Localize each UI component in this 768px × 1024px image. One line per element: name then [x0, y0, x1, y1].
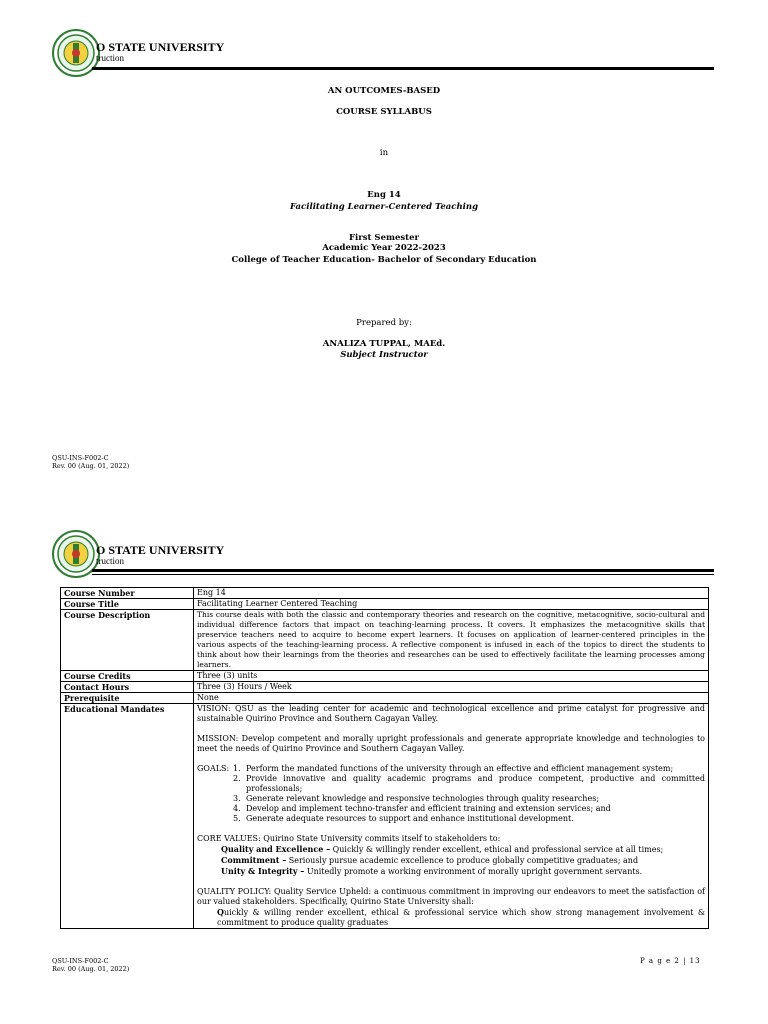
- goal-item: 4. Develop and implement techno-transfer and efficient training and extension services; and: [233, 804, 611, 813]
- instructor-role: Subject Instructor: [340, 350, 428, 360]
- form-code: QSU-INS-F002-C Rev. 00 (Aug. 01, 2022): [52, 957, 130, 973]
- cover-in: in: [379, 148, 389, 158]
- mission-text: MISSION: Develop competent and morally upright professionals and generate appropriate knowledge and technologies to meet the needs of Quirino Province and Southern Cagayan Valley.: [197, 734, 705, 753]
- header-rule-thin: [92, 574, 714, 575]
- row-value: Three (3) Hours / Week: [194, 682, 709, 693]
- core-value-item: Quality and Excellence – Quickly & willingly render excellent, ethical and professional service at all times;: [221, 844, 664, 854]
- university-name: O STATE UNIVERSITY: [96, 543, 225, 557]
- core-value-item: Unity & Integrity – Unitedly promote a working environment of morally upright government servants.: [221, 866, 643, 876]
- cover-line1: AN OUTCOMES-BASED: [327, 86, 441, 96]
- row-label: Course Credits: [61, 671, 194, 682]
- row-value: Three (3) units: [194, 671, 709, 682]
- cover-line2: COURSE SYLLABUS: [336, 107, 432, 117]
- quality-policy-item: Quickly & willing render excellent, ethical & professional service which show strong management involvement & commitment to produce quality graduates: [217, 907, 705, 927]
- goal-item: GOALS: 1. Perform the mandated functions of the university through an effective and efficient management system;: [197, 764, 674, 773]
- university-subtitle: truction: [96, 53, 124, 63]
- header-rule: [92, 569, 714, 572]
- table-row: [61, 671, 709, 682]
- table-row: [61, 693, 709, 704]
- table-row: [61, 682, 709, 693]
- row-value: Eng 14: [194, 588, 709, 599]
- header-rule: [92, 67, 714, 70]
- form-code: QSU-INS-F002-C Rev. 00 (Aug. 01, 2022): [52, 454, 130, 470]
- course-description: This course deals with both the classic and contemporary theories and research on the cognitive, metacognitive, socio-cultural and individual difference factors that impact on teaching-learning process. It covers. It emphasizes the metacognitive skills that preservice teachers need to acquire to become expert learners. It focuses on application of learner-centered principles in the various aspects of the teaching-learning process. A reflective component is infused in each of the topics to direct the students to think about how their learnings from the theories and researches can be used to effectively facilitate the learning processes among learners.: [194, 610, 709, 671]
- table-row: [61, 610, 709, 671]
- goal-item: 3. Generate relevant knowledge and responsive technologies through quality researches;: [233, 794, 599, 803]
- table-row: [61, 588, 709, 599]
- semester: First Semester: [349, 233, 419, 243]
- row-label: Prerequisite: [61, 693, 194, 704]
- row-label: Course Number: [61, 588, 194, 599]
- goal-item: 2. Provide innovative and quality academic programs and produce competent, productive and committed professionals;: [233, 774, 705, 793]
- instructor-name: ANALIZA TUPPAL, MAEd.: [322, 339, 446, 349]
- table-row: [61, 599, 709, 610]
- vision-text: VISION: QSU as the leading center for academic and technological excellence and prime catalyst for progressive and sustainable Quirino Province and Southern Cagayan Valley.: [197, 704, 705, 723]
- row-label: Course Description: [61, 610, 194, 671]
- educational-mandates: [194, 704, 709, 929]
- row-label: Course Title: [61, 599, 194, 610]
- row-label: Contact Hours: [61, 682, 194, 693]
- academic-year: Academic Year 2022-2023: [322, 243, 446, 253]
- quality-policy: QUALITY POLICY: Quality Service Upheld: a continuous commitment in improving our endeavors to meet the satisfaction of our valued stakeholders. Specifically, Quirino State University shall:: [197, 887, 705, 906]
- goal-item: 5. Generate adequate resources to support and enhance institutional development.: [233, 814, 574, 823]
- university-subtitle: truction: [96, 556, 124, 566]
- course-title: Facilitating Learner-Centered Teaching: [289, 202, 479, 212]
- row-value: Facilitating Learner Centered Teaching: [194, 599, 709, 610]
- university-name: O STATE UNIVERSITY: [96, 40, 225, 54]
- table-row: [61, 704, 709, 929]
- core-values-intro: CORE VALUES: Quirino State University commits itself to stakeholders to:: [197, 834, 501, 843]
- syllabus-table: [60, 587, 709, 929]
- page-number: P a g e 2 | 13: [640, 957, 701, 965]
- row-value: None: [194, 693, 709, 704]
- course-code: Eng 14: [367, 190, 401, 200]
- college: College of Teacher Education- Bachelor of Secondary Education: [231, 255, 537, 265]
- row-label: Educational Mandates: [61, 704, 194, 929]
- prepared-by: Prepared by:: [356, 318, 412, 328]
- core-value-item: Commitment – Seriously pursue academic excellence to produce globally competitive graduates; and: [221, 855, 639, 865]
